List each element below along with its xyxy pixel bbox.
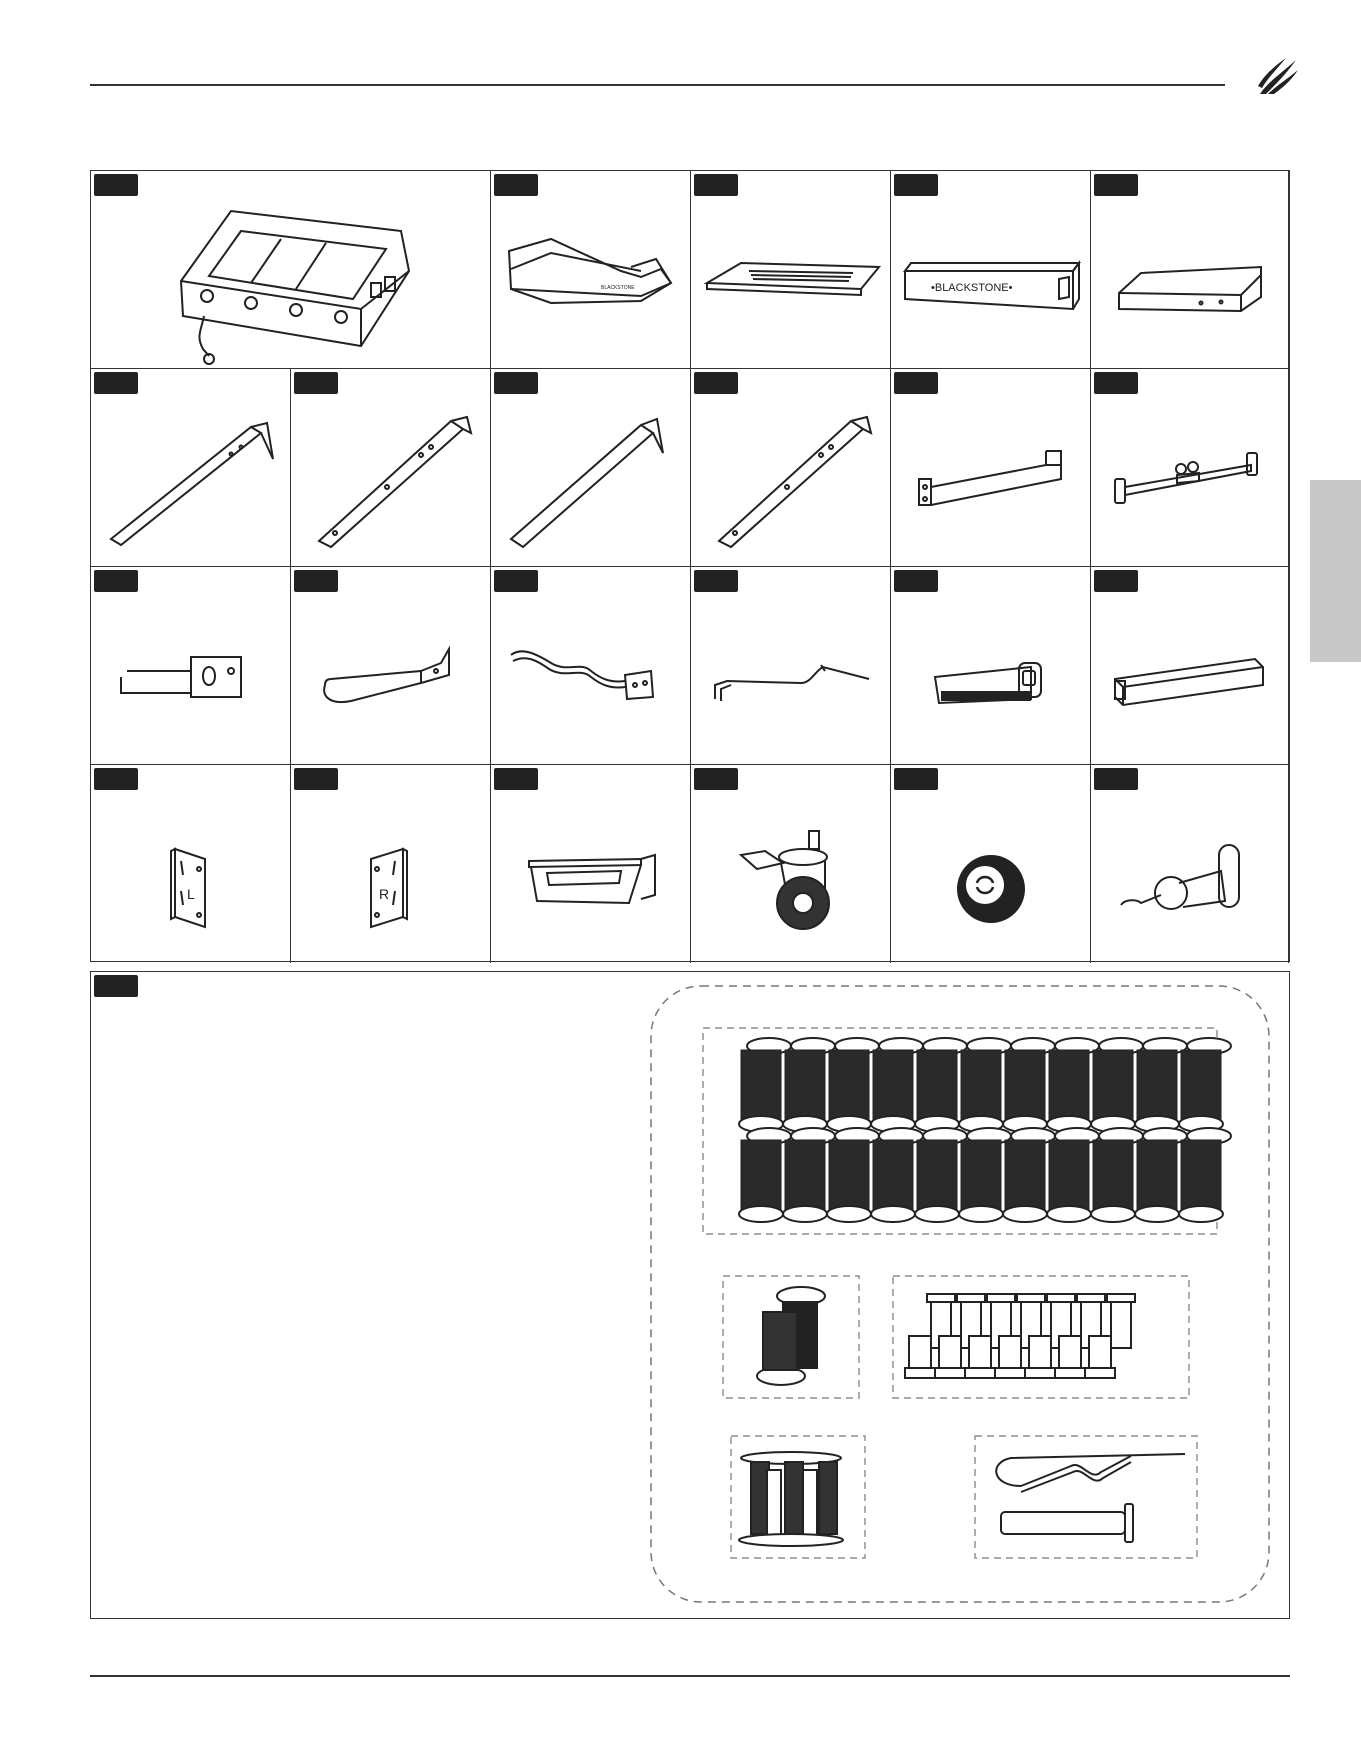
bolt-row	[739, 1038, 1231, 1132]
bolt-rows	[739, 1038, 1231, 1222]
hardware-pack	[90, 971, 1290, 1619]
wire-hanger-drawing	[691, 567, 891, 765]
leg-drawing	[691, 369, 891, 567]
part-front-shelf-brand-panel	[891, 171, 1091, 369]
leg-drawing	[291, 369, 491, 567]
footer-rule	[90, 1675, 1290, 1677]
part-hitch-pin-knob	[1091, 765, 1289, 963]
cord-hook-drawing	[491, 567, 691, 765]
control-knob-drawing	[891, 765, 1091, 963]
part-griddle-base-frame	[91, 171, 491, 369]
cup-holder-drawing	[491, 765, 691, 963]
hitch-pins	[996, 1454, 1185, 1542]
shoulder-bolts	[739, 1452, 843, 1546]
left-plate-label: L	[187, 886, 195, 902]
right-plate-drawing	[291, 765, 491, 963]
brand-panel-drawing	[891, 171, 1091, 369]
part-left-mount-plate	[91, 765, 291, 963]
part-handle-bracket	[291, 567, 491, 765]
bolt-row	[739, 1128, 1231, 1222]
section-tab	[1310, 480, 1361, 662]
handle-bracket-drawing	[291, 567, 491, 765]
leg-drawing	[91, 369, 291, 567]
part-right-mount-plate	[291, 765, 491, 963]
part-towel-bar-bracket	[1091, 369, 1289, 567]
part-wire-hanger	[691, 567, 891, 765]
part-leg-front-left	[91, 369, 291, 567]
part-grease-tray-plate	[691, 171, 891, 369]
part-cord-hook-wire	[491, 567, 691, 765]
single-bolt	[757, 1287, 825, 1385]
part-leg-rear-left	[291, 369, 491, 567]
grease-tray-drawing	[691, 171, 891, 369]
drawer-box-drawing	[1091, 171, 1289, 369]
svg-text:BLACKSTONE: BLACKSTONE	[601, 285, 635, 291]
hook-bracket-drawing	[91, 567, 291, 765]
part-griddle-top-with-lid	[491, 171, 691, 369]
part-caster-wheel	[691, 765, 891, 963]
header-rule	[90, 84, 1225, 86]
part-square-tube	[1091, 567, 1289, 765]
part-hook-bracket	[91, 567, 291, 765]
part-support-crossbar	[891, 369, 1091, 567]
towel-bar-drawing	[1091, 369, 1289, 567]
left-plate-drawing	[91, 765, 291, 963]
part-control-knob	[891, 765, 1091, 963]
griddle-base-frame-drawing	[91, 171, 491, 369]
part-cup-holder	[491, 765, 691, 963]
leg-drawing	[491, 369, 691, 567]
brand-panel-text: •BLACKSTONE•	[931, 282, 1013, 294]
part-leg-front-right	[491, 369, 691, 567]
square-tube-drawing	[1091, 567, 1289, 765]
hardware-pack-drawing	[91, 972, 1291, 1620]
hitch-pin-drawing	[1091, 765, 1289, 963]
part-igniter-tube	[891, 567, 1091, 765]
right-plate-label: R	[379, 886, 390, 902]
standoff-spacers	[905, 1294, 1135, 1378]
part-side-drawer-box	[1091, 171, 1289, 369]
parts-grid	[90, 170, 1290, 962]
crossbar-drawing	[891, 369, 1091, 567]
flame-icon	[1256, 56, 1300, 96]
caster-wheel-drawing	[691, 765, 891, 963]
part-leg-rear-right	[691, 369, 891, 567]
igniter-tube-drawing	[891, 567, 1091, 765]
griddle-top-drawing	[491, 171, 691, 369]
